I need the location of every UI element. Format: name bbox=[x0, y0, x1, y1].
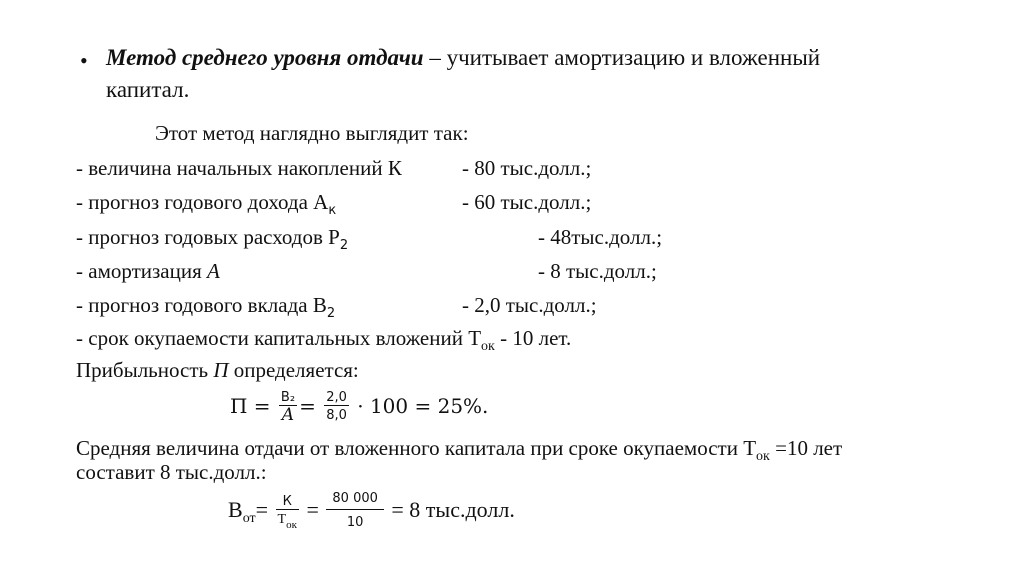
profitability-text: Прибыльность bbox=[76, 358, 214, 382]
param-row-deposit bbox=[76, 293, 336, 321]
param-value: - 60 тыс.долл.; bbox=[462, 190, 592, 214]
param-label: - величина начальных накоплений К bbox=[76, 156, 402, 180]
fraction-numerator: В₂ bbox=[280, 389, 296, 405]
fraction-denominator: 10 bbox=[346, 514, 364, 530]
bullet-marker: • bbox=[80, 48, 88, 73]
profitability-formula bbox=[230, 386, 488, 426]
return-text: Средняя величина отдачи от вложенного капитала при сроке окупаемости Т bbox=[76, 436, 757, 460]
formula-lhs-subscript: от bbox=[242, 511, 256, 526]
fraction-numerator: 2,0 bbox=[326, 389, 347, 405]
intro-dash: – bbox=[423, 45, 447, 70]
return-line-2: составит 8 тыс.долл.: bbox=[76, 460, 267, 484]
param-label: - прогноз годового дохода А bbox=[76, 190, 329, 214]
intro-rest-1: учитывает амортизацию и вложенный bbox=[446, 45, 821, 70]
param-label: - прогноз годовых расходов Р bbox=[76, 225, 340, 249]
param-subscript: ок bbox=[481, 339, 495, 354]
fraction-denominator: А bbox=[281, 404, 295, 425]
subtitle: Этот метод наглядно выглядит так: bbox=[155, 121, 469, 145]
equals-sign: = bbox=[306, 497, 319, 522]
fraction-b2-over-a bbox=[279, 391, 297, 425]
param-value: - 8 тыс.долл.; bbox=[538, 259, 657, 283]
intro-line-1 bbox=[106, 46, 820, 70]
param-row-income bbox=[76, 190, 337, 218]
param-row-payback bbox=[76, 326, 572, 354]
fraction-2-over-8 bbox=[324, 391, 349, 425]
param-row-amortization bbox=[76, 259, 220, 283]
intro-line-2: капитал. bbox=[106, 77, 190, 102]
formula-lhs: В bbox=[228, 497, 243, 522]
param-label: - срок окупаемости капитальных вложений Т bbox=[76, 326, 482, 350]
formula-result: · 100 = 25%. bbox=[357, 394, 489, 418]
profitability-symbol: П bbox=[213, 358, 229, 382]
denominator-subscript: ок bbox=[286, 518, 297, 531]
param-value: - 80 тыс.долл.; bbox=[462, 156, 592, 180]
param-row-capital bbox=[76, 156, 402, 180]
formula-result: = 8 тыс.долл. bbox=[391, 497, 515, 522]
param-subscript: 2 bbox=[339, 238, 349, 253]
method-term: Метод среднего уровня отдачи bbox=[106, 45, 424, 70]
fraction-denominator bbox=[276, 510, 299, 529]
profitability-line bbox=[76, 358, 359, 382]
fraction-k-over-tok bbox=[276, 495, 299, 529]
fraction-denominator: 8,0 bbox=[326, 407, 347, 423]
param-subscript: к bbox=[328, 203, 337, 218]
return-subscript: ок bbox=[756, 449, 770, 464]
fraction-80000-over-10 bbox=[326, 492, 384, 532]
denominator-base: Т bbox=[277, 511, 287, 527]
param-value: - 2,0 тыс.долл.; bbox=[462, 293, 597, 317]
fraction-numerator: 80 000 bbox=[326, 492, 384, 510]
param-label: - амортизация bbox=[76, 259, 207, 283]
param-label: - прогноз годового вклада В bbox=[76, 293, 327, 317]
fraction-numerator: К bbox=[276, 495, 299, 510]
formula-lhs: П = bbox=[230, 394, 271, 418]
param-italic: А bbox=[207, 259, 220, 283]
param-value: - 10 лет. bbox=[494, 326, 572, 350]
return-formula bbox=[228, 488, 515, 532]
equals-sign: = bbox=[255, 497, 269, 522]
profitability-text-after: определяется: bbox=[228, 358, 359, 382]
param-subscript: 2 bbox=[326, 306, 336, 321]
return-line-1 bbox=[76, 436, 843, 464]
return-text-after: =10 лет bbox=[769, 436, 843, 460]
param-row-expenses bbox=[76, 225, 349, 253]
param-value: - 48тыс.долл.; bbox=[538, 225, 663, 249]
equals-sign: = bbox=[299, 394, 316, 418]
